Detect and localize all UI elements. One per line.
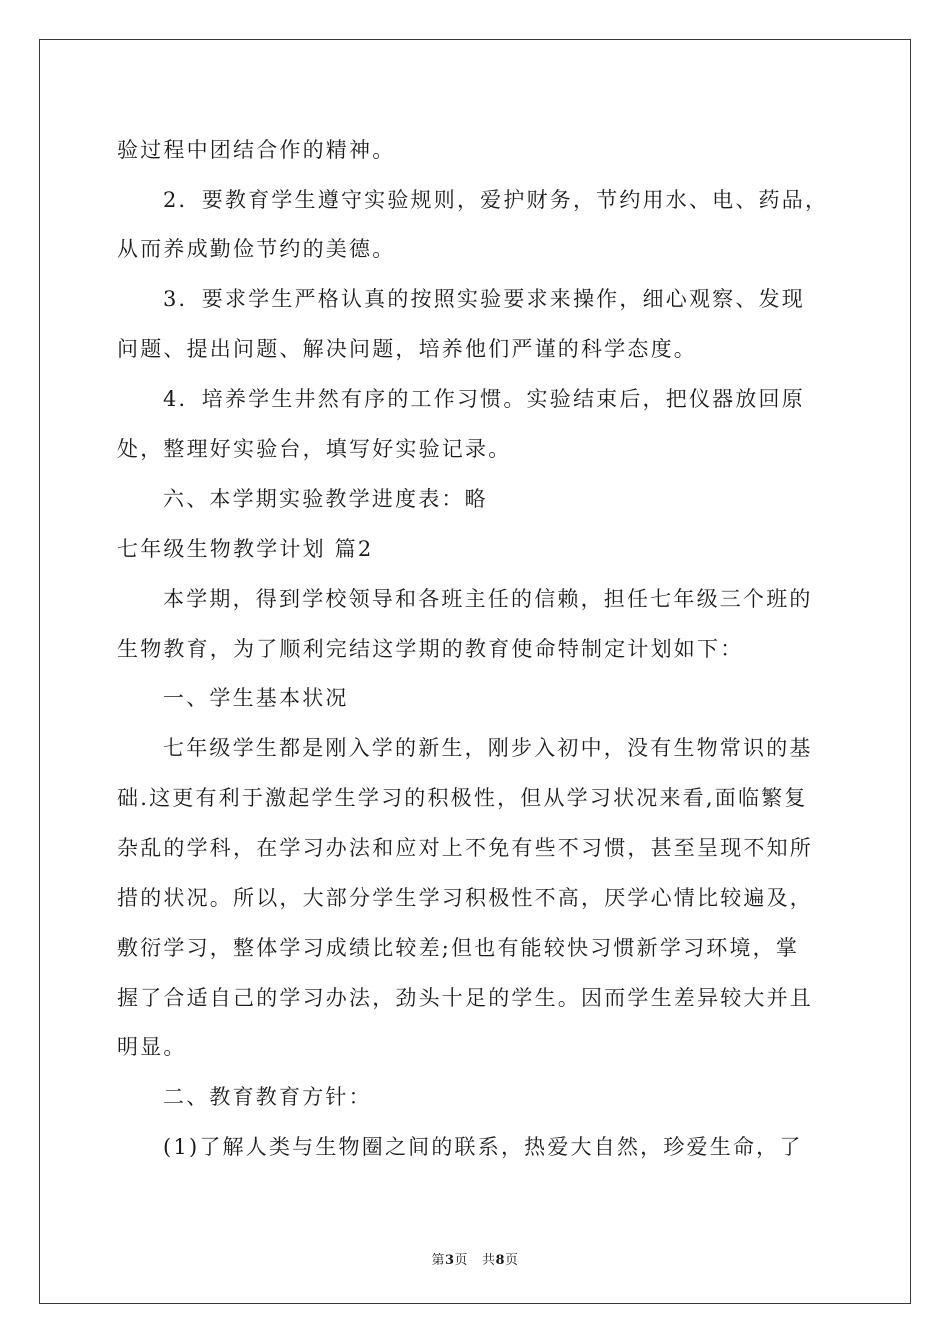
page-footer <box>0 1249 950 1268</box>
body-text-line: 4．培养学生井然有序的工作习惯。实验结束后，把仪器放回原 <box>163 387 805 411</box>
body-text-line: 从而养成勤俭节约的美德。 <box>117 237 396 261</box>
article-title: 七年级生物教学计划 篇2 <box>117 537 374 561</box>
body-text-line: 措的状况。所以，大部分学生学习积极性不高，厌学心情比较遍及， <box>117 886 813 910</box>
body-text-line: 验过程中团结合作的精神。 <box>117 138 396 162</box>
total-pages: 8 <box>495 1253 506 1268</box>
body-text-line: 生物教育，为了顺利完结这学期的教育使命特制定计划如下： <box>117 637 744 661</box>
page-prefix: 第 <box>431 1253 445 1268</box>
body-text-line: 2．要教育学生遵守实验规则，爱护财务，节约用水、电、药品， <box>163 188 829 212</box>
section-heading: 六、本学期实验教学进度表：略 <box>163 487 488 511</box>
page-unit: 页 <box>454 1253 469 1268</box>
section-heading: 一、学生基本状况 <box>163 686 349 710</box>
body-text-line: 杂乱的学科，在学习办法和应对上不免有些不习惯，甚至呈现不知所 <box>117 836 813 860</box>
body-text-line: 握了合适自己的学习办法，劲头十足的学生。因而学生差异较大并且 <box>117 986 813 1010</box>
body-text-line: 础.这更有利于激起学生学习的积极性，但从学习状况来看,面临繁复 <box>117 786 808 810</box>
section-heading: 二、教育教育方针： <box>163 1085 372 1109</box>
body-text-line: 处，整理好实验台，填写好实验记录。 <box>117 437 512 461</box>
body-text-line: 敷衍学习，整体学习成绩比较差;但也有能较快习惯新学习环境，掌 <box>117 936 800 960</box>
body-text-line: 明显。 <box>117 1035 187 1059</box>
page-number: 3 <box>444 1253 455 1268</box>
body-text-line: 问题、提出问题、解决问题，培养他们严谨的科学态度。 <box>117 337 697 361</box>
body-text-line: (1)了解人类与生物圈之间的联系，热爱大自然，珍爱生命，了 <box>163 1135 803 1159</box>
page-border <box>39 39 911 1304</box>
body-text-line: 3．要求学生严格认真的按照实验要求来操作，细心观察、发现 <box>163 287 805 311</box>
body-text-line: 本学期，得到学校领导和各班主任的信赖，担任七年级三个班的 <box>163 587 813 611</box>
total-unit: 页 <box>505 1253 519 1268</box>
total-prefix: 共 <box>481 1253 496 1268</box>
body-text-line: 七年级学生都是刚入学的新生，刚步入初中，没有生物常识的基 <box>163 736 813 760</box>
